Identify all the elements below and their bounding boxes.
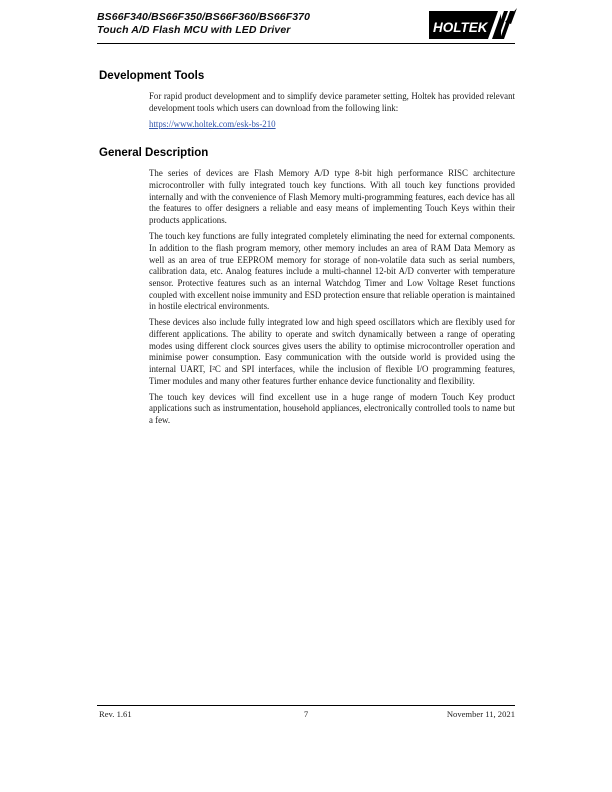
general-description-body <box>149 168 515 426</box>
header-divider <box>97 43 515 44</box>
holtek-logo-graphic <box>429 8 517 40</box>
logo-text: HOLTEK <box>433 20 488 35</box>
general-description-paragraph-4: The touch key devices will find excellent use in a huge range of modern Touch Key product applications such as instrumentation, household appliances, electronically controlled tools to name but a few. <box>149 391 515 426</box>
development-tools-link-line <box>149 119 515 131</box>
development-tools-link[interactable]: https://www.holtek.com/esk-bs-210 <box>149 118 276 129</box>
content-area <box>99 60 515 431</box>
holtek-logo <box>429 8 517 40</box>
footer-divider <box>97 705 515 706</box>
general-description-paragraph-2: The touch key functions are fully integrated completely eliminating the need for external components. In addition to the flash program memory, other memory includes an area of RAM Data Memory as well as an area of true EEPROM memory for storage of non-volatile data such as serial numbers, calibration data, etc. Analog features include a multi-channel 12-bit A/D converter with temperature sensor. Protective features such as an internal Watchdog Timer and Low Voltage Reset functions coupled with excellent noise immunity and ESD protection ensure that reliable operation is maintained in hostile electrical environments. <box>149 231 515 312</box>
general-description-paragraph-1: The series of devices are Flash Memory A/D type 8-bit high performance RISC architecture microcontroller with fully integrated touch key functions. With all touch key functions provided internally and with the convenience of Flash Memory multi-programming features, each device has all the features to offer designers a reliable and easy means of implementing Touch Keys within their products applications. <box>149 168 515 226</box>
page-footer <box>97 709 515 721</box>
section-heading-general-description: General Description <box>99 147 209 160</box>
footer-date: November 11, 2021 <box>446 709 515 719</box>
section-heading-development-tools: Development Tools <box>99 70 205 82</box>
footer-revision: Rev. 1.61 <box>99 709 132 719</box>
general-description-paragraph-3: These devices also include fully integrated low and high speed oscillators which are flexibly used for different applications. The ability to operate and switch dynamically between a range of operating modes using different clock sources gives users the ability to optimise microcontroller operation and minimise power consumption. Easy communication with the outside world is provided using the internal UART, I²C and SPI interfaces, while the inclusion of flexible I/O programming features, Timer modules and many other features further enhance device functionality and flexibility. <box>149 317 515 386</box>
development-tools-paragraph: For rapid product development and to simplify device parameter setting, Holtek has provided relevant development tools which users can download from the following link: <box>149 91 515 113</box>
development-tools-body <box>149 91 515 114</box>
header-subtitle: Touch A/D Flash MCU with LED Driver <box>97 24 291 36</box>
page-header <box>97 11 515 43</box>
header-device-list: BS66F340/BS66F350/BS66F360/BS66F370 <box>97 11 311 23</box>
footer-page-number: 7 <box>303 709 309 719</box>
